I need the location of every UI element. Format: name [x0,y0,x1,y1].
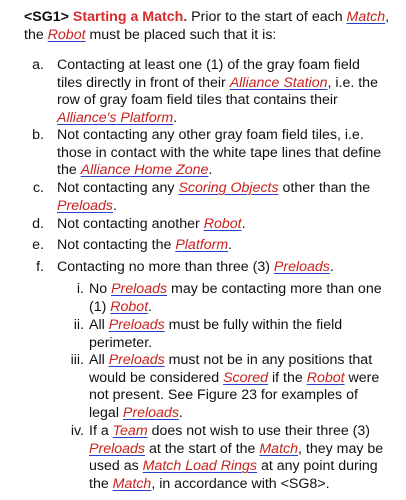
item-marker: d. [32,216,44,232]
body-text: . [113,197,117,214]
defined-term-link[interactable]: Team [112,423,148,439]
body-text: . [148,298,153,315]
body-text: . [241,216,246,232]
item-text [57,237,387,255]
item-text [57,216,387,234]
item-marker: e. [32,237,44,253]
body-text: If a [89,423,113,439]
rule-id: <SG1> [24,9,69,25]
defined-term-link[interactable]: Robot [47,26,86,43]
rule-sg1 [24,9,390,44]
body-text: at any point during the [89,458,378,492]
defined-term-link[interactable]: Match Load Rings [142,458,257,474]
body-text: All [89,352,109,368]
defined-term-link[interactable]: Match [346,9,386,25]
item-text [57,259,387,277]
item-marker: b. [32,127,44,143]
subitem-marker: iii. [70,352,84,368]
item-marker: f. [36,259,44,275]
defined-term-link[interactable]: Preloads [89,440,145,457]
body-text: All [89,317,109,333]
defined-term-link[interactable]: Match [259,440,298,457]
item-marker: c. [32,180,44,196]
defined-term-link[interactable]: Match [112,475,152,492]
defined-term-link[interactable]: Preloads [57,197,113,214]
rule-title: Starting a Match. [72,9,188,25]
defined-term-link[interactable]: Robot [110,298,149,315]
body-text: Prior to the start of each [187,9,347,25]
defined-term-link[interactable]: Platform [175,237,229,253]
defined-term-link[interactable]: Robot [306,369,345,386]
defined-term-link[interactable]: Preloads [122,404,179,421]
body-text: does not wish to use their three (3) [147,423,371,439]
item-marker: a. [32,57,44,73]
subitem-marker: i. [76,281,84,297]
body-text: . [228,237,233,253]
body-text: were not present. See Figure 23 for examples of legal [89,369,380,421]
defined-term-link[interactable]: Preloads [108,352,165,368]
body-text: , in accordance with <SG8>. [151,475,330,492]
defined-term-link[interactable]: Alliance's Platform [57,109,174,126]
body-text: , they may be used as [89,440,384,474]
body-text: . [173,109,178,126]
body-text: must be fully within the field perimeter. [89,317,343,351]
subitem-marker: iv. [70,423,84,439]
defined-term-link[interactable]: Robot [203,216,242,232]
body-text: , i.e. the row of gray foam field tiles that contains their [57,74,378,108]
defined-term-link[interactable]: Preloads [111,281,168,297]
defined-term-link[interactable]: Preloads [108,317,165,333]
defined-term-link[interactable]: Preloads [273,259,330,275]
body-text: Not contacting another [57,216,204,232]
body-text: must be placed such that it is: [85,26,277,43]
body-text: if the [268,369,307,386]
body-text: , the [24,9,390,43]
body-text: . [329,259,334,275]
subitem-marker: ii. [73,317,84,333]
body-text: Not contacting the [57,237,176,253]
body-text: . [208,162,213,178]
body-text: Contacting at least one (1) of the gray foam field tiles directly in front of their [57,57,360,91]
item-text [57,127,387,180]
item-text [57,180,387,215]
body-text: Not contacting any [57,180,179,196]
body-text: must not be in any positions that would be considered [89,352,373,386]
subitem-text [89,317,387,352]
body-text: at the start of the [145,440,260,457]
subitem-text [89,423,387,493]
body-text: . [178,404,183,421]
body-text: other than the [278,180,371,196]
defined-term-link[interactable]: Alliance Home Zone [80,162,209,178]
defined-term-link[interactable]: Alliance Station [229,74,328,91]
body-text: No [89,281,112,297]
item-text [57,57,387,127]
defined-term-link[interactable]: Scoring Objects [178,180,279,196]
body-text: Not contacting any other gray foam field tiles, i.e. those in contact with the white tape lines that define the [57,127,382,178]
subitem-text [89,352,387,422]
subitem-text [89,281,387,316]
body-text: may be contacting more than one (1) [89,281,382,315]
body-text: Contacting no more than three (3) [57,259,274,275]
defined-term-link[interactable]: Scored [223,369,269,386]
